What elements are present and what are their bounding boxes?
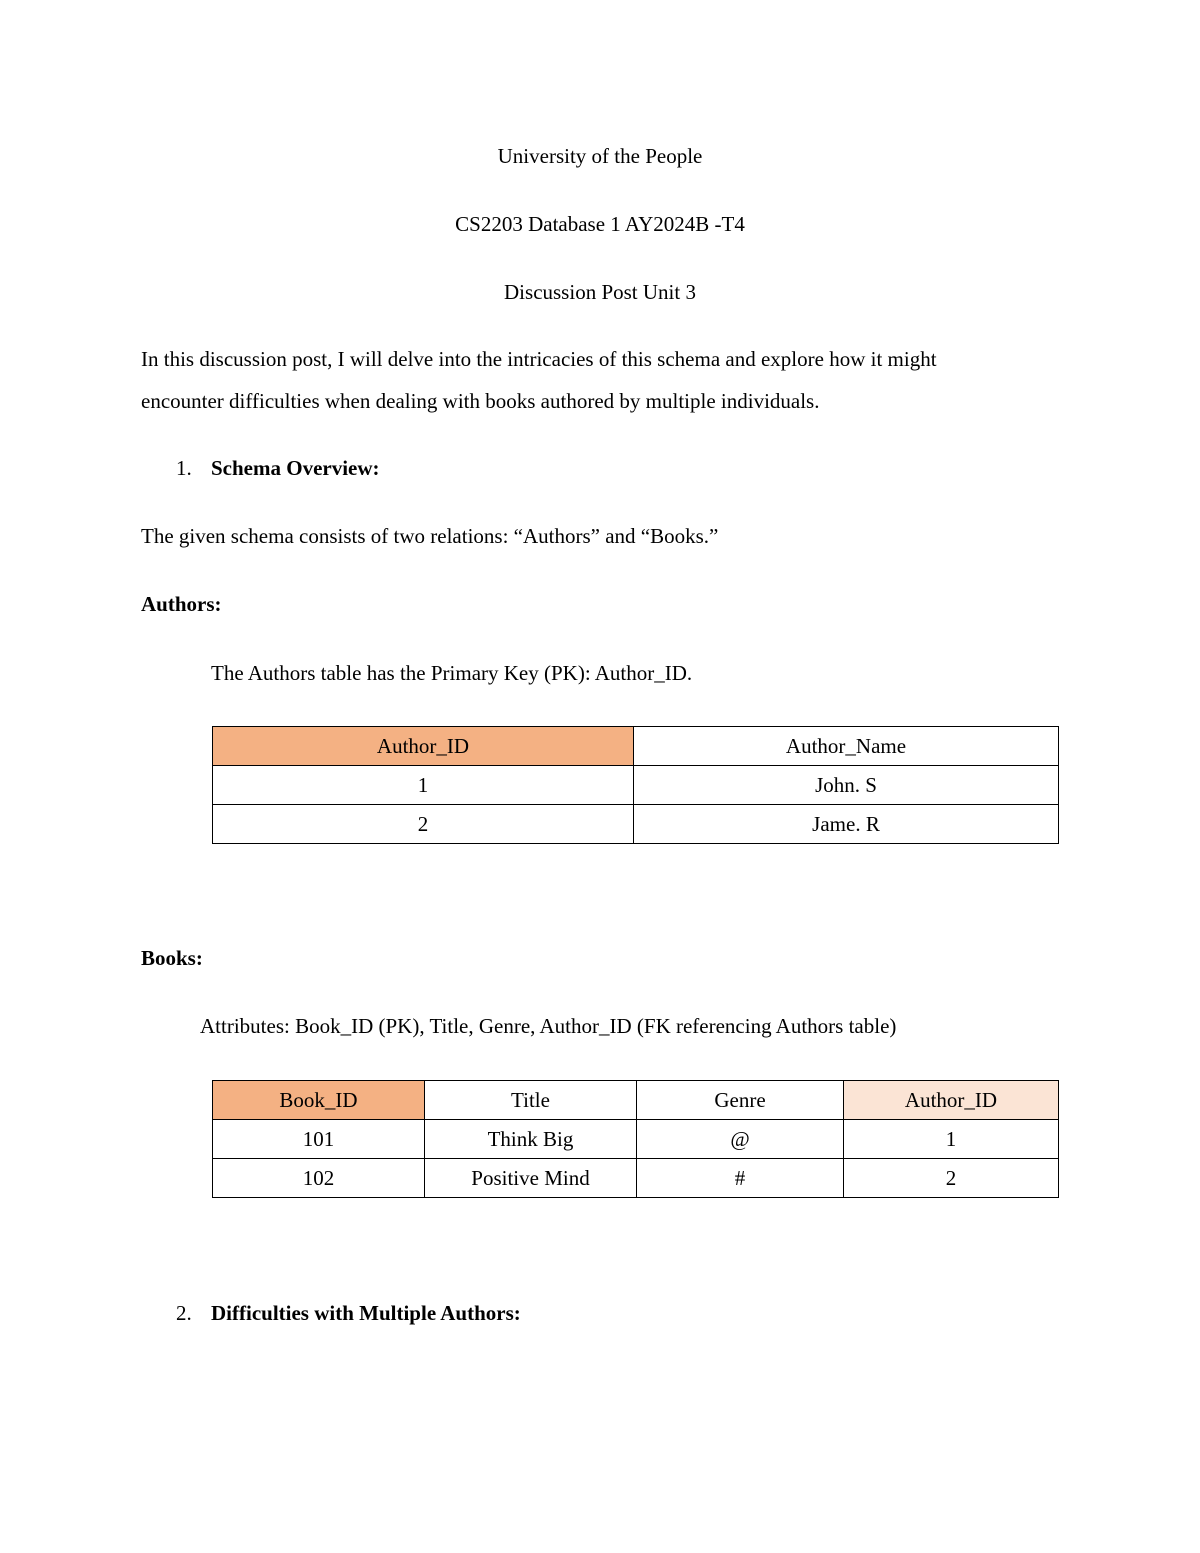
table-cell: Positive Mind	[425, 1159, 637, 1198]
table-header-row	[213, 727, 1059, 766]
table-cell: Think Big	[425, 1120, 637, 1159]
schema-overview-text: The given schema consists of two relations: “Authors” and “Books.”	[141, 524, 719, 548]
table-cell: 102	[213, 1159, 425, 1198]
table-cell: 1	[213, 766, 634, 805]
table-cell: @	[637, 1120, 844, 1159]
table-row	[213, 1120, 1059, 1159]
table-cell: #	[637, 1159, 844, 1198]
section-1-heading: Schema Overview:	[211, 456, 380, 480]
table-row	[213, 1159, 1059, 1198]
column-header: Author_Name	[634, 727, 1059, 766]
table-cell: Jame. R	[634, 805, 1059, 844]
table-row	[213, 766, 1059, 805]
section-2-number: 2.	[176, 1301, 192, 1325]
column-header: Genre	[637, 1081, 844, 1120]
column-header: Author_ID	[213, 727, 634, 766]
column-header: Author_ID	[844, 1081, 1059, 1120]
authors-table	[212, 726, 1059, 844]
university-name: University of the People	[497, 144, 703, 168]
section-1-number: 1.	[176, 456, 192, 480]
table-header-row	[213, 1081, 1059, 1120]
column-header: Title	[425, 1081, 637, 1120]
intro-line-1: In this discussion post, I will delve into the intricacies of this schema and explore how it might	[141, 347, 937, 371]
table-cell: John. S	[634, 766, 1059, 805]
course-title: CS2203 Database 1 AY2024B -T4	[455, 212, 745, 236]
assignment-title: Discussion Post Unit 3	[504, 280, 696, 304]
books-table	[212, 1080, 1059, 1198]
intro-line-2: encounter difficulties when dealing with books authored by multiple individuals.	[141, 389, 820, 413]
table-row	[213, 805, 1059, 844]
table-cell: 101	[213, 1120, 425, 1159]
books-heading: Books:	[141, 946, 203, 970]
books-description: Attributes: Book_ID (PK), Title, Genre, Author_ID (FK referencing Authors table)	[200, 1014, 897, 1038]
table-cell: 2	[213, 805, 634, 844]
section-2-heading: Difficulties with Multiple Authors:	[211, 1301, 521, 1325]
table-cell: 1	[844, 1120, 1059, 1159]
authors-description: The Authors table has the Primary Key (PK): Author_ID.	[211, 661, 693, 685]
column-header: Book_ID	[213, 1081, 425, 1120]
authors-heading: Authors:	[141, 592, 222, 616]
table-cell: 2	[844, 1159, 1059, 1198]
